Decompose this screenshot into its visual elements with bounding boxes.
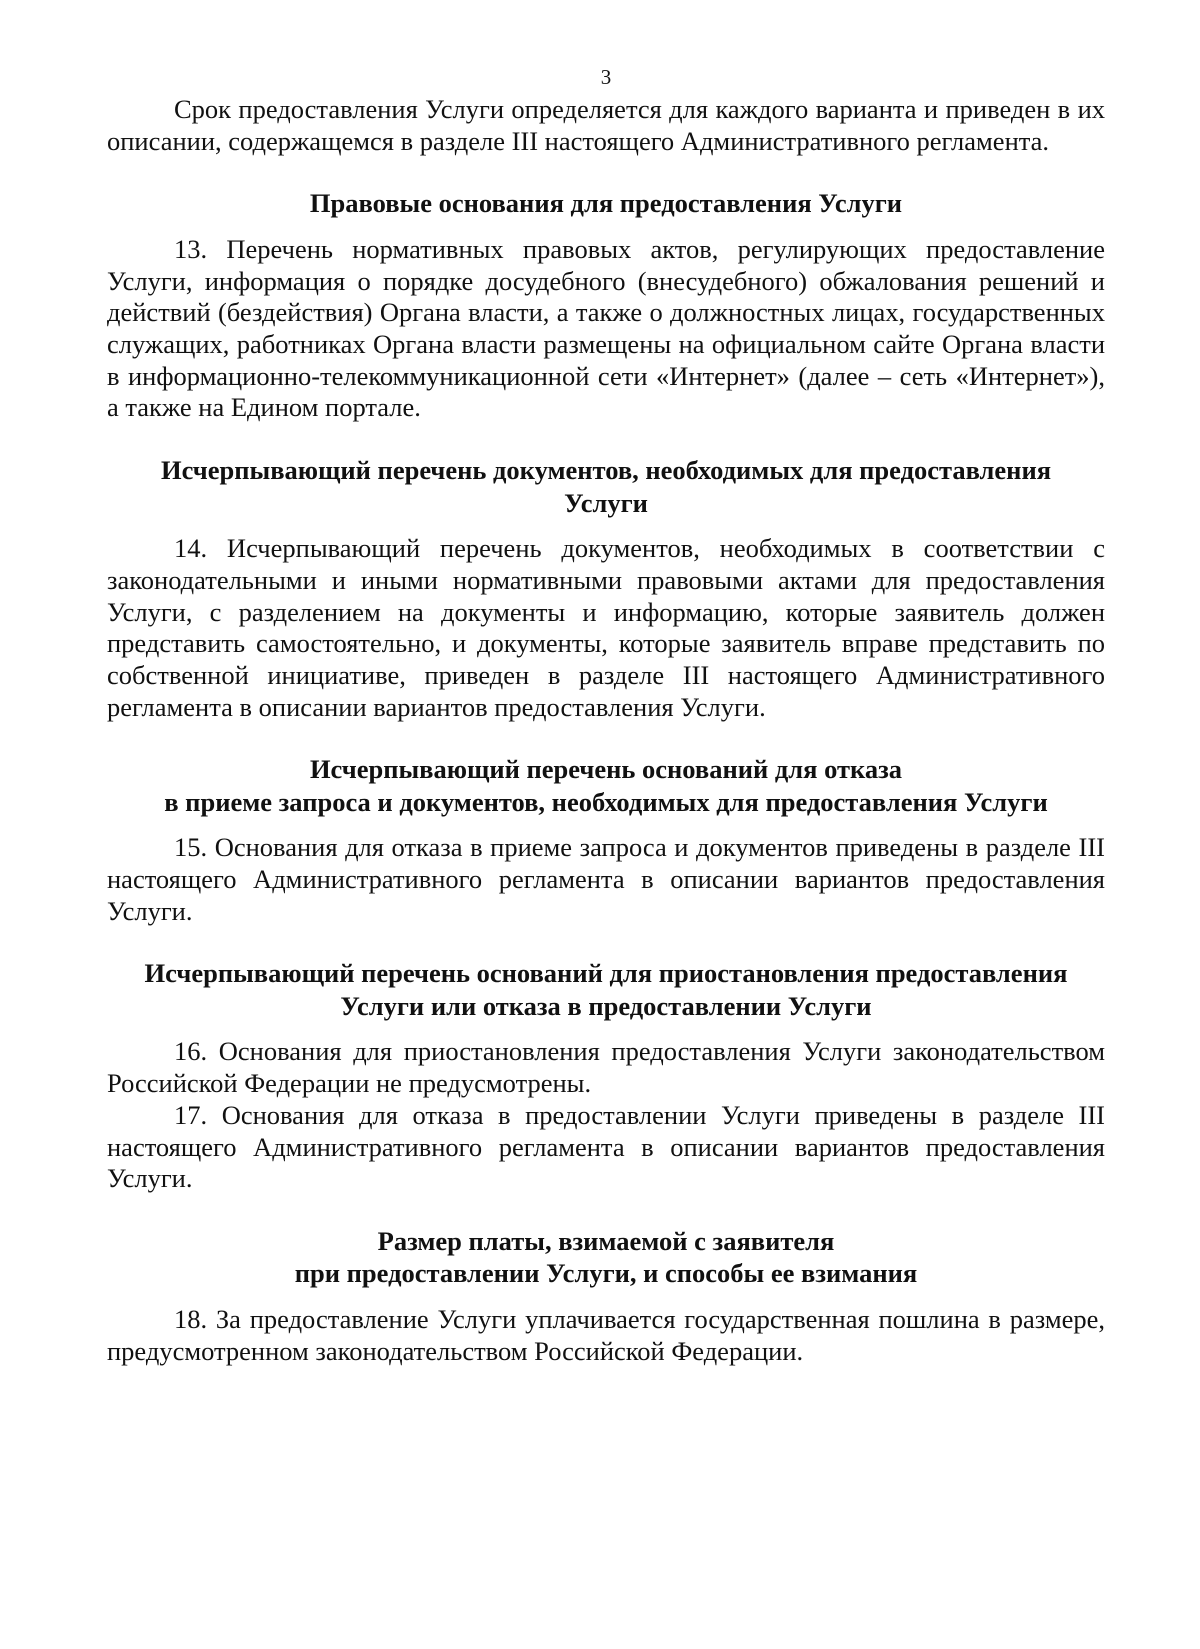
heading-line: Исчерпывающий перечень документов, необходимых для предоставления: [160, 455, 1052, 486]
section-suspension-grounds: [107, 957, 1105, 1195]
intro-paragraph: Срок предоставления Услуги определяется для каждого варианта и приведен в их описании, содержащемся в разделе III настоящего Административного регламента.: [107, 94, 1105, 156]
section-documents-list: [107, 454, 1105, 723]
paragraph-16: 16. Основания для приостановления предоставления Услуги законодательством Российской Федерации не предусмотрены.: [107, 1036, 1105, 1099]
heading-line: Услуги или отказа в предоставлении Услуги: [340, 990, 872, 1021]
document-page: [107, 62, 1105, 1367]
paragraph-14: 14. Исчерпывающий перечень документов, необходимых в соответствии с законодательными и иными нормативными правовыми актами для предоставления Услуги, с разделением на документы и информацию, которые заявитель должен представить самостоятельно, и документы, которые заявитель вправе представить по собственной инициативе, приведен в разделе III настоящего Административного регламента в описании вариантов предоставления Услуги.: [107, 533, 1105, 722]
section-heading: [107, 187, 1105, 220]
paragraph-13: 13. Перечень нормативных правовых актов, регулирующих предоставление Услуги, информация о порядке досудебного (внесудебного) обжалования решений и действий (бездействия) Органа власти, а также о должностных лицах, государственных служащих, работниках Органа власти размещены на официальном сайте Органа власти в информационно-телекоммуникационной сети «Интернет» (далее – сеть «Интернет»), а также на Едином портале.: [107, 233, 1105, 423]
paragraph-15: 15. Основания для отказа в приеме запроса и документов приведены в разделе III настоящего Административного регламента в описании вариантов предоставления Услуги.: [107, 832, 1105, 926]
heading-line: Размер платы, взимаемой с заявителя: [377, 1225, 835, 1256]
section-legal-grounds: [107, 187, 1105, 424]
section-heading: [107, 454, 1105, 519]
section-heading: [107, 753, 1105, 818]
section-fee: [107, 1225, 1105, 1367]
page-number: 3: [600, 65, 612, 89]
section-refusal-grounds: [107, 753, 1105, 927]
heading-line: Исчерпывающий перечень оснований для отказа: [309, 754, 903, 785]
heading-line: Услуги: [564, 487, 648, 518]
paragraph-18: 18. За предоставление Услуги уплачивается государственная пошлина в размере, предусмотренном законодательством Российской Федерации.: [107, 1303, 1105, 1366]
heading-line: при предоставлении Услуги, и способы ее взимания: [294, 1258, 918, 1289]
heading-line: Исчерпывающий перечень оснований для приостановления предоставления: [144, 958, 1068, 989]
heading-line: Правовые основания для предоставления Услуги: [309, 188, 903, 219]
heading-line: в приеме запроса и документов, необходимых для предоставления Услуги: [164, 786, 1048, 817]
paragraph-17: 17. Основания для отказа в предоставлении Услуги приведены в разделе III настоящего Административного регламента в описании вариантов предоставления Услуги.: [107, 1099, 1105, 1194]
section-heading: [107, 957, 1105, 1022]
section-heading: [107, 1225, 1105, 1290]
